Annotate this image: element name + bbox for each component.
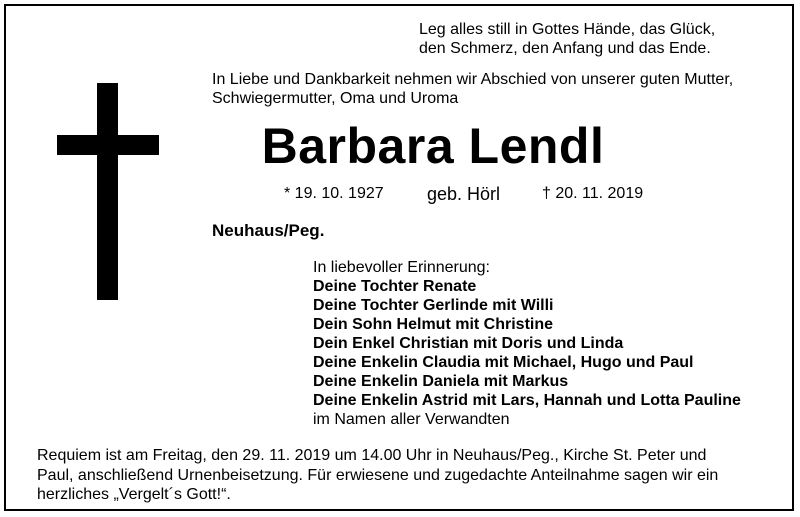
mourner: Deine Tochter Gerlinde mit Willi [313, 297, 554, 314]
cross-icon [57, 83, 159, 300]
death-date: † 20. 11. 2019 [542, 185, 644, 202]
birth-date: * 19. 10. 1927 [284, 185, 384, 202]
maiden-name: geb. Hörl [427, 184, 501, 204]
mourners-intro: In liebevoller Erinnerung: [313, 259, 490, 276]
service-info-line: herzliches „Vergelt´s Gott!“. [37, 486, 231, 503]
mourner: Deine Enkelin Astrid mit Lars, Hannah und Lotta Pauline [313, 392, 741, 409]
intro-line: In Liebe und Dankbarkeit nehmen wir Abschied von unserer guten Mutter, [212, 71, 734, 88]
deceased-name: Barbara Lendl [261, 118, 605, 174]
service-info [37, 446, 718, 505]
mourner: Dein Enkel Christian mit Doris und Linda [313, 335, 624, 352]
verse-line: den Schmerz, den Anfang und das Ende. [419, 40, 711, 57]
mourner: Deine Enkelin Daniela mit Markus [313, 373, 569, 390]
service-info-line: Requiem ist am Freitag, den 29. 11. 2019 um 14.00 Uhr in Neuhaus/Peg., Kirche St. Peter und [37, 447, 707, 464]
place-name: Neuhaus/Peg. [212, 221, 325, 240]
verse-line: Leg alles still in Gottes Hände, das Glück, [419, 21, 716, 38]
verse [419, 20, 715, 58]
service-info-line: Paul, anschließend Urnenbeisetzung. Für erwiesene und zugedachte Anteilnahme sagen wir ein [37, 466, 719, 484]
mourner: Deine Tochter Renate [313, 278, 477, 295]
mourner: Deine Enkelin Claudia mit Michael, Hugo und Paul [313, 354, 694, 371]
mourners-closing: im Namen aller Verwandten [313, 411, 510, 428]
mourners-list [313, 258, 741, 429]
intro-text [212, 70, 733, 108]
mourner: Dein Sohn Helmut mit Christine [313, 316, 554, 333]
intro-line: Schwiegermutter, Oma und Uroma [212, 90, 459, 107]
